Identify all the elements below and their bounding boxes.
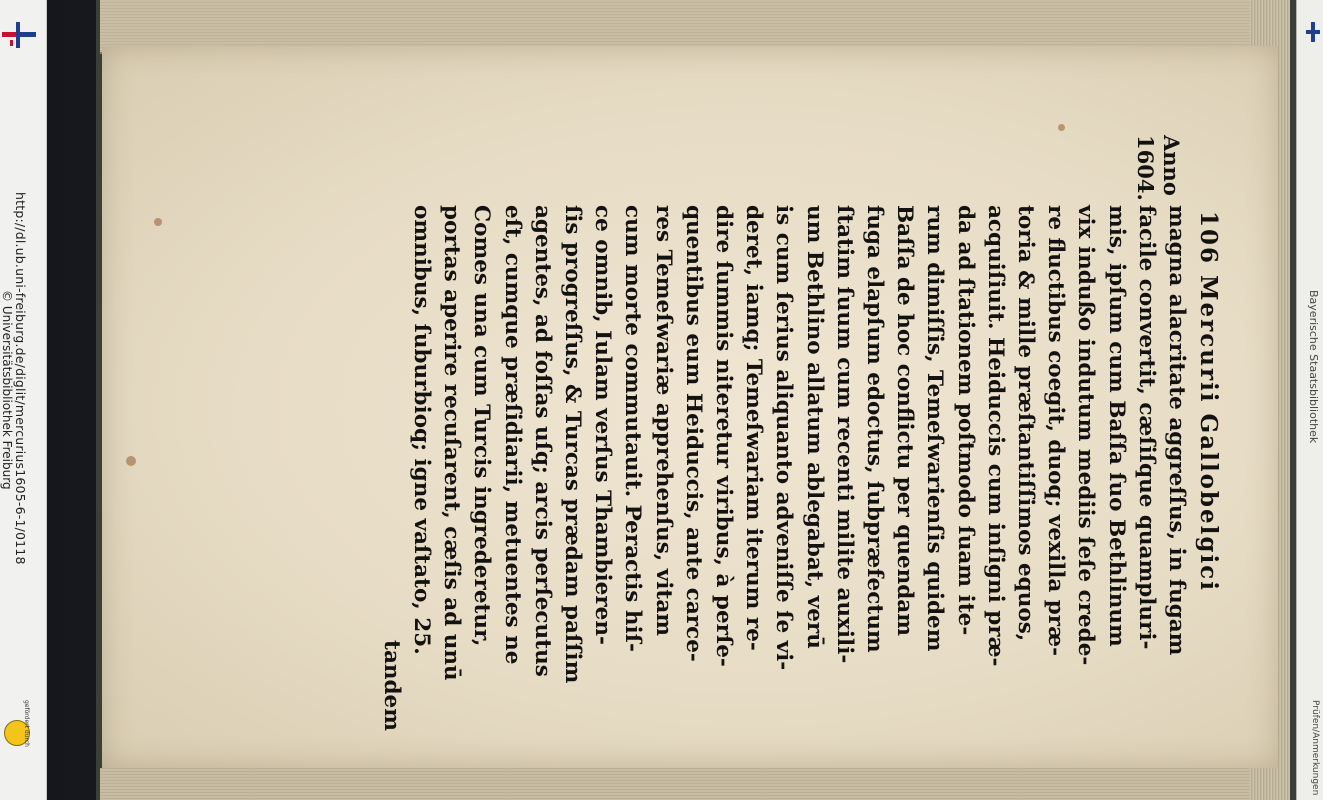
foxing-spot	[154, 218, 162, 226]
text-line: acquiſiuit. Heiduccis cum inſigni præ-	[982, 205, 1008, 667]
text-line: eſt, cumque præſidiarii, metuentes ne	[499, 205, 525, 665]
margin-note-line: 1604.	[1133, 135, 1158, 201]
margin-note-year	[1132, 135, 1184, 201]
text-line: ce omnib, Iulam verſus Thambieren-	[590, 205, 616, 645]
text-line: cum morte commutauit. Peractis hiſ-	[620, 205, 646, 652]
text-line: rum dimiſſis, Temeſwarienſis quidem	[922, 205, 948, 652]
text-line: re fluctibus coegit, duoq; vexilla præ-	[1043, 205, 1069, 657]
text-line: da ad ſtationem poſtmodo ſuam ite-	[952, 205, 978, 636]
catchword: tandem	[378, 640, 404, 731]
text-line: omnibus, ſuburbioq; igne vaſtato, 25.	[408, 205, 434, 655]
page-edges-bottom	[100, 768, 1290, 800]
body-text	[406, 205, 1191, 735]
text-line: um Bethlino allatum ablegabat, verū	[801, 205, 827, 649]
text-line: magna alacritate aggreſſus, in fugam	[1164, 205, 1189, 656]
text-line: Baſſa de hoc conflictu per quendam	[892, 205, 918, 636]
foxing-spot	[126, 456, 136, 466]
running-header: 106 Mercurii Gallobelgici	[1195, 211, 1222, 592]
text-line: portas aperire recuſarent, cæſis ad unū	[439, 205, 465, 681]
text-line: facile convertit, cæſiſque quampluri-	[1133, 205, 1159, 650]
text-line: vix indußo indutum mediis ſeſe crede-	[1073, 205, 1099, 666]
library-credit: Bayerische Staatsbibliothek	[1307, 290, 1320, 444]
text-line: Comes una cum Turcis ingrederetur,	[469, 205, 495, 647]
text-line: fuga elapſum edoctus, ſubpræfectum	[861, 205, 887, 653]
printed-text-block	[376, 135, 1222, 735]
document-url[interactable]: http://dl.ub.uni-freiburg.de/diglit/mercurius1605-6-1/0118	[13, 192, 28, 565]
text-line: ſis progreſſus, & Turcas prædam paſſim	[559, 205, 585, 684]
viewer-sidebar	[0, 0, 47, 800]
library-logo-icon	[1306, 22, 1320, 42]
text-line: deret, iamq; Temeſwariam iterum re-	[741, 205, 767, 651]
text-line: mis, ipſum cum Baſſa ſuo Bethlinum	[1103, 205, 1129, 647]
university-logo-icon	[2, 22, 36, 48]
copyright-notice: © Universitätsbibliothek Freiburg	[0, 290, 14, 490]
text-line: is cum ſerius aliquanto adveniſſe ſe vi-	[771, 205, 797, 671]
foxing-spot	[1058, 124, 1065, 131]
margin-note-line: Anno	[1159, 135, 1184, 196]
text-line: agentes, ad foſſas uſq; arcis perſecutus	[529, 205, 555, 677]
funding-badge-label: gefördert durch	[23, 700, 30, 747]
text-line: ſtatim ſuum cum recenti milite auxili-	[831, 205, 857, 664]
text-line: quentibus eum Heiduccis, ante carce-	[680, 205, 706, 662]
text-line: res Temeſwariæ apprehenſus, vitam	[650, 205, 676, 637]
text-line: dire ſummis niteretur viribus, à perſe-	[710, 205, 736, 667]
review-link[interactable]: Prüfen/Anmerkungen	[1310, 700, 1320, 796]
text-line: toria & mille præſtantiſſimos equos,	[1012, 205, 1038, 642]
